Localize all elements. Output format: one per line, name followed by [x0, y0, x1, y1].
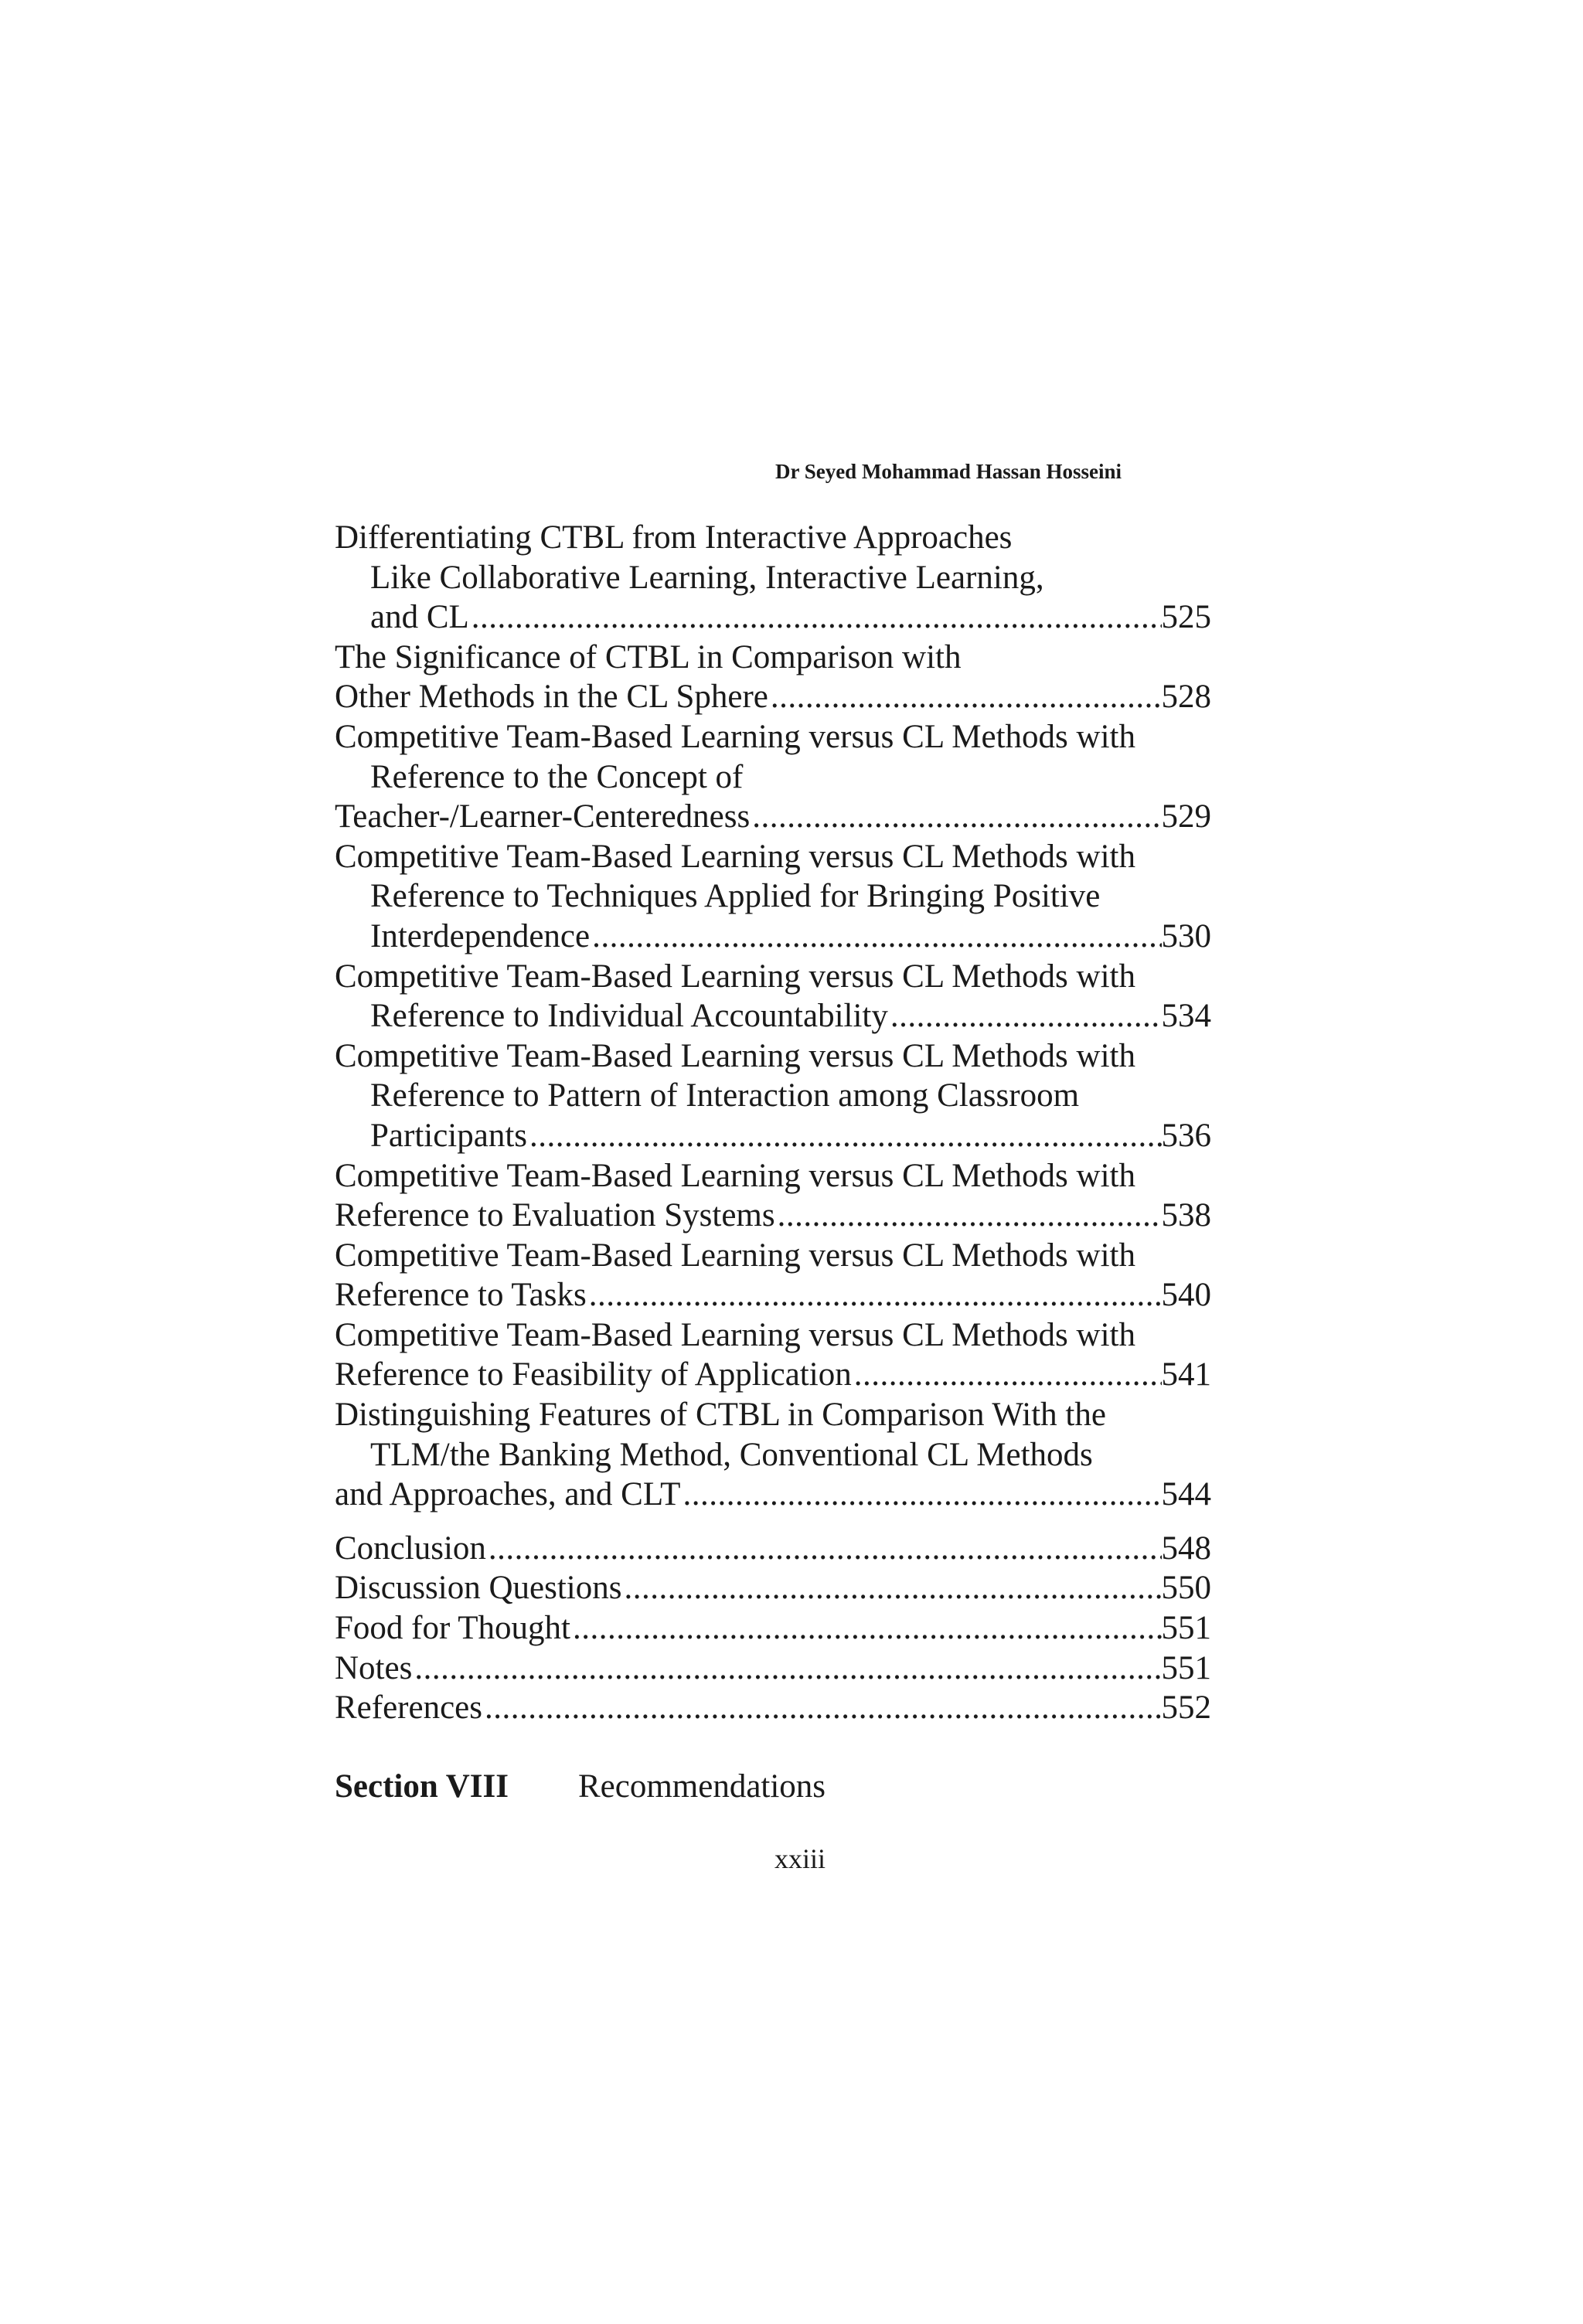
dot-leader: [621, 1568, 1161, 1608]
running-head: Dr Seyed Mohammad Hassan Hosseini: [774, 460, 1122, 483]
toc-entry-label: TLM/the Banking Method, Conventional CL Methods: [370, 1436, 1093, 1473]
toc-entry[interactable]: [335, 1196, 1211, 1236]
dot-leader: [587, 1275, 1162, 1315]
toc-entry-label: and CL: [370, 599, 469, 636]
toc-entry-label: Reference to Feasibility of Application: [335, 1356, 852, 1393]
toc-entry[interactable]: [335, 518, 1211, 558]
dot-leader: [570, 1608, 1162, 1649]
toc-entry-page: 544: [1161, 1476, 1211, 1513]
toc-entry[interactable]: [335, 1688, 1211, 1728]
dot-leader: [527, 1116, 1161, 1156]
toc-entry-label: Notes: [335, 1649, 413, 1686]
toc-entry-label: Differentiating CTBL from Interactive Approaches: [335, 519, 1013, 556]
toc-entry[interactable]: [335, 1649, 1211, 1689]
dot-leader: [590, 917, 1161, 957]
toc-entry-label: Reference to Pattern of Interaction among Classroom: [370, 1077, 1080, 1114]
toc-entry[interactable]: [335, 996, 1211, 1036]
toc-entry[interactable]: [335, 638, 1211, 678]
dot-leader: [768, 677, 1162, 717]
toc-entry[interactable]: [335, 757, 1211, 798]
toc-entry-label: Teacher-/Learner-Centeredness: [335, 798, 751, 835]
toc-entry-label: References: [335, 1689, 482, 1727]
toc-entry[interactable]: [335, 1355, 1211, 1395]
toc-entry[interactable]: [335, 677, 1211, 717]
dot-leader: [750, 797, 1161, 837]
dot-leader: [469, 597, 1162, 638]
toc-entry[interactable]: [335, 1076, 1211, 1116]
toc-entry[interactable]: [335, 717, 1211, 757]
toc-entry-label: Reference to the Concept of: [370, 758, 744, 795]
toc-entry[interactable]: [335, 1435, 1211, 1475]
toc-entry[interactable]: [335, 797, 1211, 837]
toc-entry[interactable]: [335, 1036, 1211, 1077]
toc-entry[interactable]: [335, 1395, 1211, 1435]
toc-entry-page: 551: [1161, 1610, 1211, 1647]
dot-leader: [775, 1196, 1162, 1236]
toc-entry-page: 551: [1161, 1649, 1211, 1686]
toc-entry-page: 550: [1161, 1570, 1211, 1607]
toc-entry-page: 538: [1161, 1197, 1211, 1234]
toc-entry[interactable]: [335, 1568, 1211, 1608]
toc-entry[interactable]: [335, 917, 1211, 957]
toc-entry[interactable]: [335, 876, 1211, 917]
toc-entry-label: Participants: [370, 1117, 528, 1154]
toc-entry-label: Competitive Team-Based Learning versus CL Methods with: [335, 958, 1135, 995]
toc-entry-label: The Significance of CTBL in Comparison with: [335, 638, 962, 675]
toc-entry-label: Competitive Team-Based Learning versus CL Methods with: [335, 1157, 1135, 1194]
toc-entry-page: 534: [1161, 998, 1211, 1035]
toc-entry-label: Reference to Tasks: [335, 1277, 587, 1314]
toc-entry[interactable]: [335, 1156, 1211, 1196]
dot-leader: [888, 996, 1162, 1036]
page-number: xxiii: [774, 1843, 826, 1874]
toc-entry-label: Reference to Individual Accountability: [370, 998, 888, 1035]
toc-entry-label: Distinguishing Features of CTBL in Comparison With the: [335, 1397, 1106, 1434]
dot-leader: [852, 1355, 1162, 1395]
toc-entry-label: Reference to Techniques Applied for Bringing Positive: [370, 878, 1101, 915]
toc-entry-label: Like Collaborative Learning, Interactive Learning,: [370, 559, 1044, 596]
toc-entry-page: 525: [1161, 599, 1211, 636]
toc-entry-page: 548: [1161, 1529, 1211, 1567]
toc-entry-label: Reference to Evaluation Systems: [335, 1197, 775, 1234]
section-heading[interactable]: [335, 1767, 826, 1807]
toc-entry-label: and Approaches, and CLT: [335, 1476, 681, 1513]
spacer: [335, 1515, 1211, 1529]
toc-entry[interactable]: [335, 1608, 1211, 1649]
toc-entry[interactable]: [335, 597, 1211, 638]
toc-entry[interactable]: [335, 1315, 1211, 1356]
toc-entry-label: Discussion Questions: [335, 1570, 622, 1607]
toc-entry[interactable]: [335, 1236, 1211, 1276]
toc-entry-label: Interdependence: [370, 917, 591, 954]
toc-entry-page: 541: [1161, 1356, 1211, 1393]
toc-entry[interactable]: [335, 837, 1211, 877]
dot-leader: [486, 1529, 1162, 1569]
dot-leader: [482, 1688, 1162, 1728]
section-number: Section VIII: [335, 1768, 509, 1805]
dot-leader: [412, 1649, 1161, 1689]
table-of-contents: [335, 518, 1211, 1728]
toc-entry-page: 552: [1161, 1689, 1211, 1727]
toc-entry[interactable]: [335, 1475, 1211, 1515]
dot-leader: [680, 1475, 1161, 1515]
toc-entry-label: Other Methods in the CL Sphere: [335, 679, 768, 716]
toc-entry[interactable]: [335, 1529, 1211, 1569]
toc-entry-page: 540: [1161, 1277, 1211, 1314]
toc-entry-label: Food for Thought: [335, 1610, 570, 1647]
toc-entry[interactable]: [335, 957, 1211, 997]
section-title: Recommendations: [578, 1768, 826, 1805]
toc-entry[interactable]: [335, 1275, 1211, 1315]
toc-entry[interactable]: [335, 1116, 1211, 1156]
toc-entry-label: Competitive Team-Based Learning versus CL Methods with: [335, 838, 1135, 875]
toc-entry-page: 529: [1161, 798, 1211, 835]
toc-entry-label: Competitive Team-Based Learning versus CL Methods with: [335, 718, 1135, 755]
toc-entry-label: Competitive Team-Based Learning versus CL Methods with: [335, 1037, 1135, 1074]
toc-entry-label: Conclusion: [335, 1529, 486, 1567]
toc-entry[interactable]: [335, 558, 1211, 598]
toc-entry-label: Competitive Team-Based Learning versus CL Methods with: [335, 1316, 1135, 1353]
toc-entry-page: 528: [1161, 679, 1211, 716]
toc-entry-label: Competitive Team-Based Learning versus CL Methods with: [335, 1237, 1135, 1274]
toc-entry-page: 536: [1161, 1117, 1211, 1154]
toc-entry-page: 530: [1161, 917, 1211, 954]
